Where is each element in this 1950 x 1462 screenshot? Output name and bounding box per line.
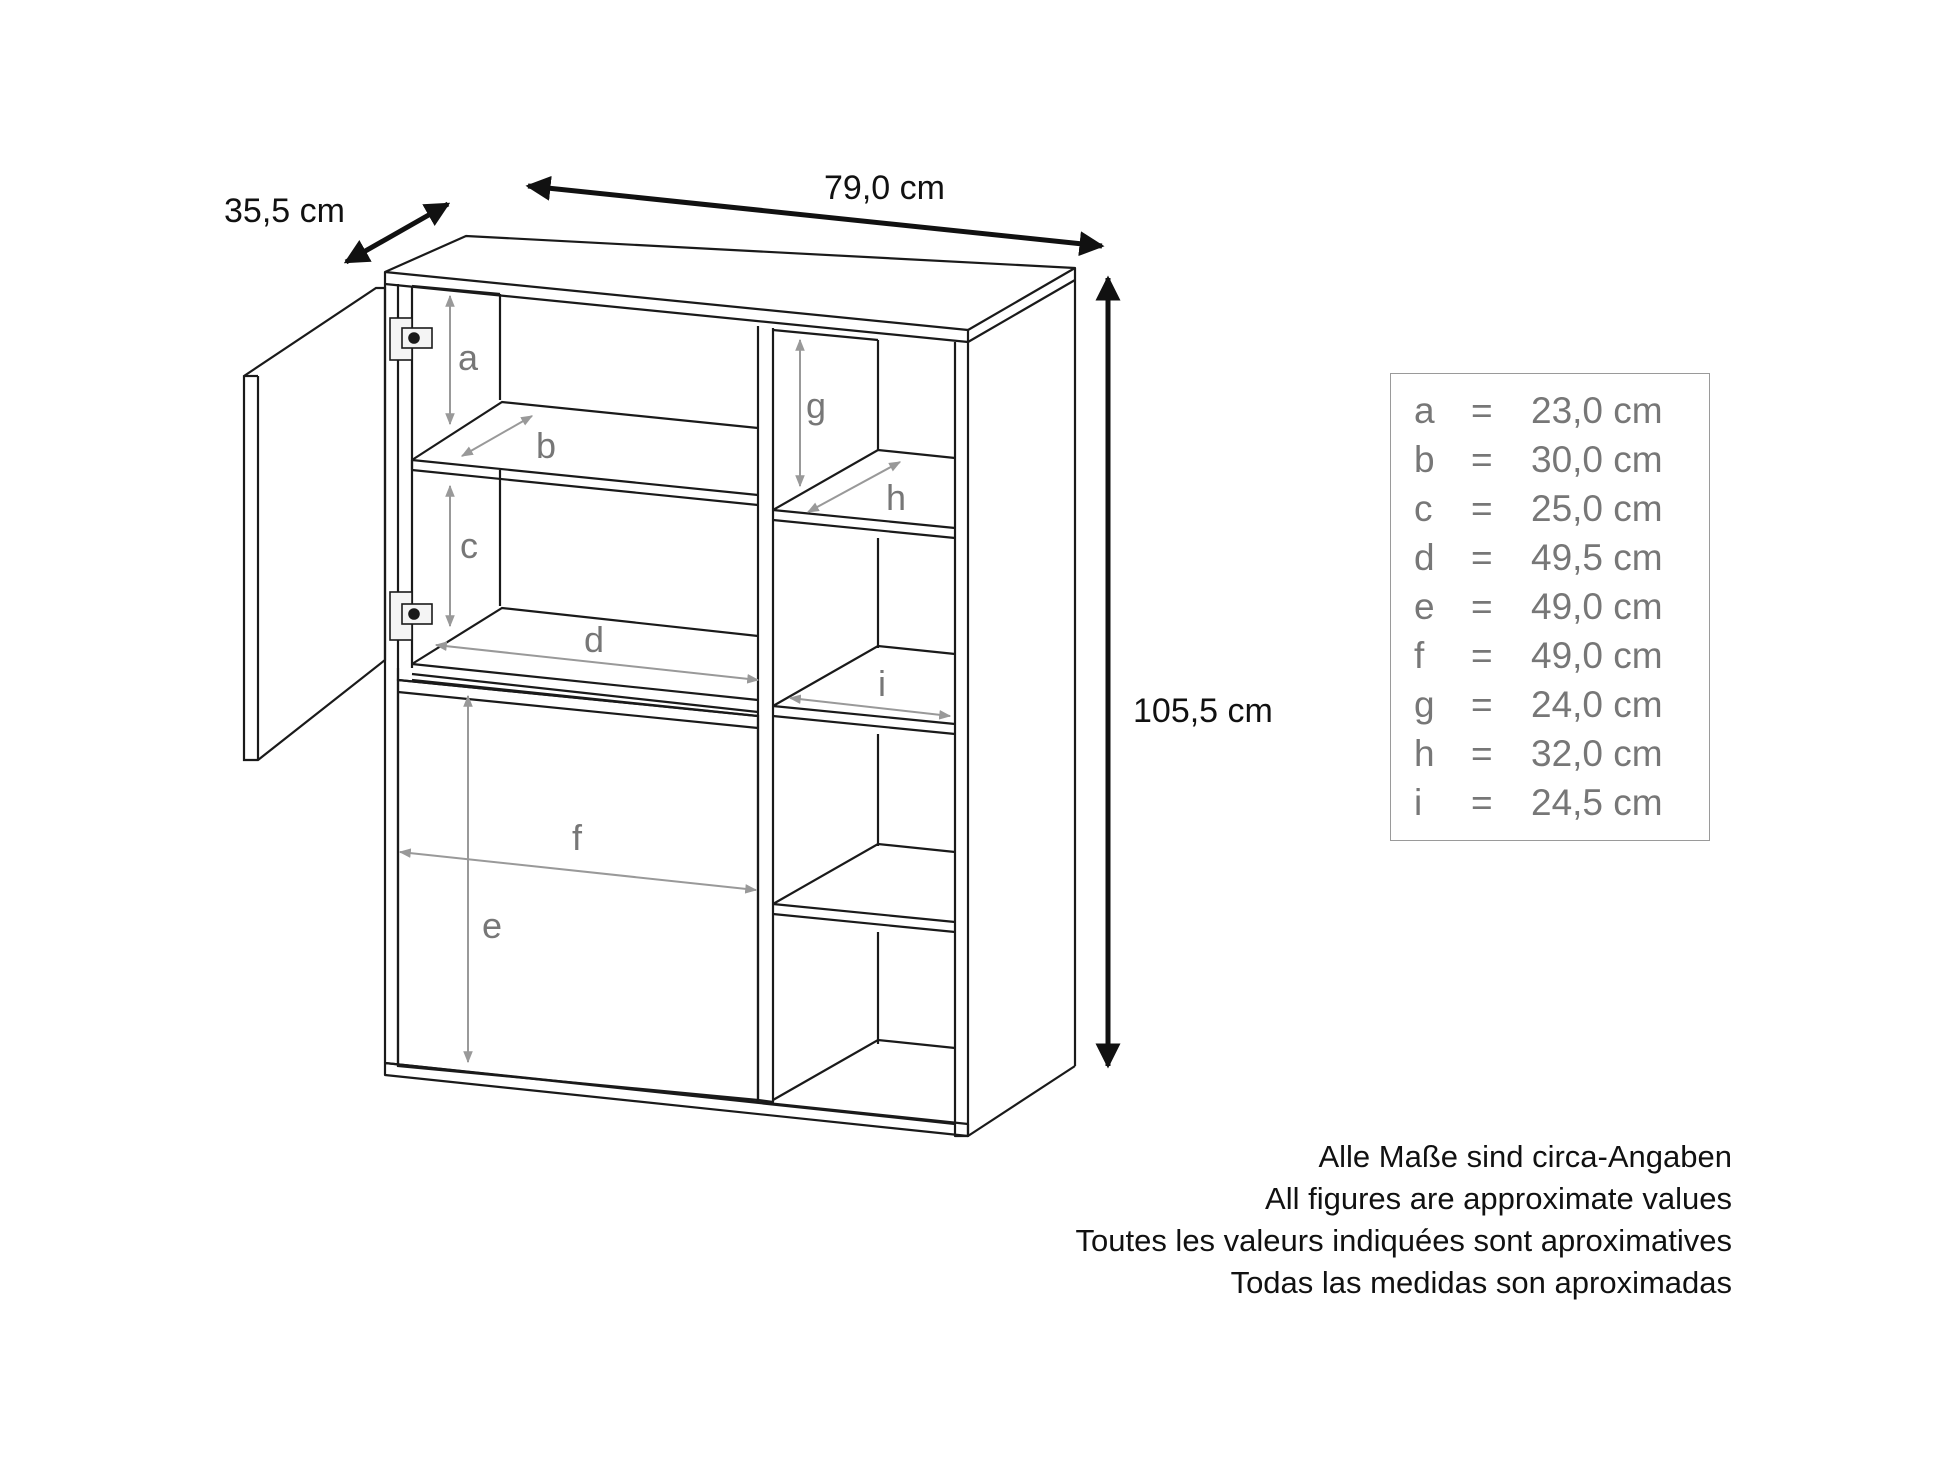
dimension-legend xyxy=(1390,373,1710,841)
right-side-panel xyxy=(955,342,968,1136)
label-d: d xyxy=(584,619,605,660)
label-i: i xyxy=(878,663,886,704)
center-divider xyxy=(758,326,773,1102)
width-arrow xyxy=(528,186,1102,246)
label-e: e xyxy=(482,905,503,946)
legend-row: c = 25,0 cm xyxy=(1414,488,1663,529)
legend-row: d = 49,5 cm xyxy=(1414,537,1663,578)
top-panel xyxy=(385,236,1075,342)
label-f: f xyxy=(572,817,583,858)
label-c: c xyxy=(460,525,478,566)
right-shelves xyxy=(773,450,955,1100)
legend-row: g = 24,0 cm xyxy=(1414,684,1663,725)
legend-row: e = 49,0 cm xyxy=(1414,586,1663,627)
inner-dimension-arrows xyxy=(400,296,950,1062)
note-german: Alle Maße sind circa-Angaben xyxy=(1318,1139,1732,1174)
disclaimer-notes xyxy=(1075,1136,1732,1304)
left-shelves xyxy=(398,402,758,716)
note-english: All figures are approximate values xyxy=(1265,1181,1732,1216)
depth-label: 35,5 cm xyxy=(224,192,345,230)
legend-row: f = 49,0 cm xyxy=(1414,635,1663,676)
lower-front-panel xyxy=(398,680,758,1100)
label-a: a xyxy=(458,337,479,378)
arrow-i xyxy=(790,698,950,716)
label-h: h xyxy=(886,477,907,518)
height-label: 105,5 cm xyxy=(1133,692,1273,730)
cabinet-body xyxy=(385,236,1075,1136)
width-label: 79,0 cm xyxy=(824,169,945,207)
hinge-bottom-icon xyxy=(390,592,432,640)
open-door xyxy=(244,288,385,760)
legend-row: i = 24,5 cm xyxy=(1414,782,1663,823)
hinge-top-icon xyxy=(390,318,432,360)
note-french: Toutes les valeurs indiquées sont aproximatives xyxy=(1075,1223,1732,1258)
legend-row: b = 30,0 cm xyxy=(1414,439,1663,480)
note-spanish: Todas las medidas son aproximadas xyxy=(1230,1265,1732,1300)
depth-arrow xyxy=(346,204,448,262)
label-g: g xyxy=(806,385,827,426)
legend-row: h = 32,0 cm xyxy=(1414,733,1663,774)
legend-row: a = 23,0 cm xyxy=(1414,390,1663,431)
label-b: b xyxy=(536,425,557,466)
